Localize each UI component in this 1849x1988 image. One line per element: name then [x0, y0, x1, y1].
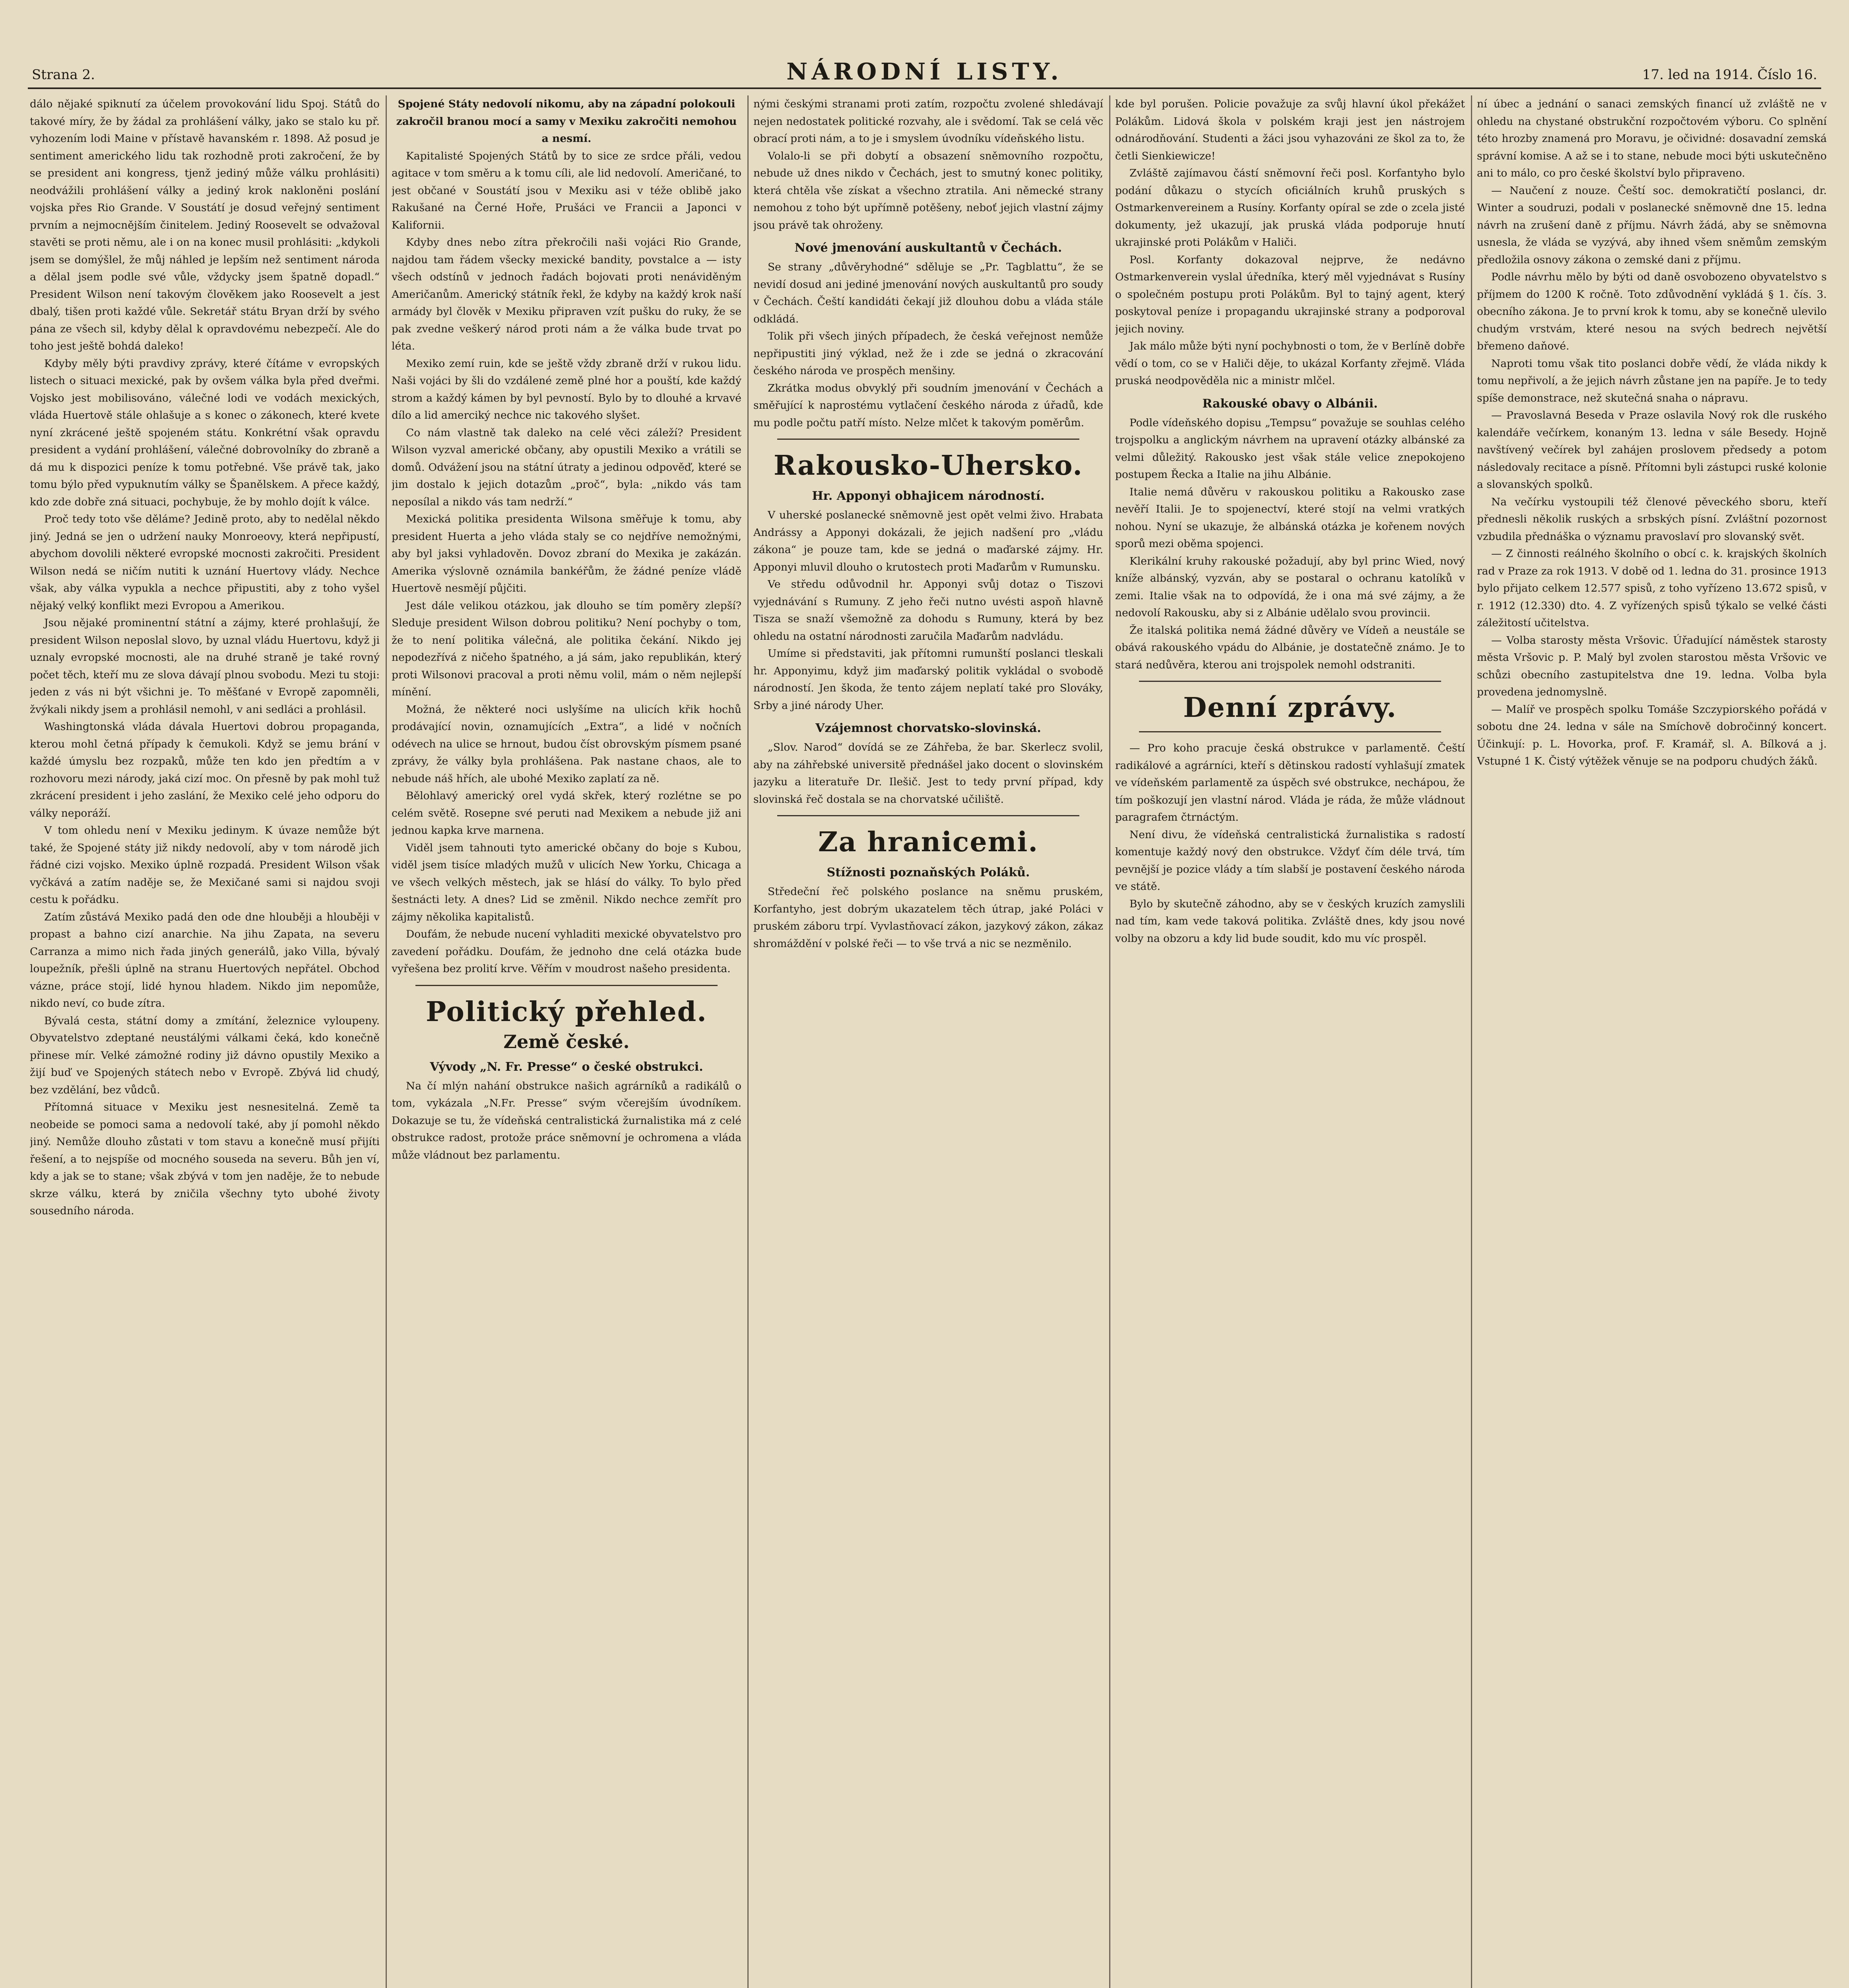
paragraph: Zatím zůstává Mexiko padá den ode dne hlouběji a hlouběji v propast a bahno cizí anarchie. Na jihu Zapata, na severu Carranza a mimo nich řada jiných generálů, jako Villa, bývalý loupežník, přešli úplně na stranu Huertových nepřátel. Obchod vázne, práce stojí, lidé hynou hladem. Nikdo jim nepomůže, nikdo neví, co bude zítra. — [30, 911, 380, 1010]
paragraph: Italie nemá důvěru v rakouskou politiku a Rakousko zase nevěří Italii. Je to spojenectví, které stojí na velmi vratkých nohou. Nyní se ukazuje, že albánská otázka je kořenem nových sporů mezi oběma spojenci. — [1115, 485, 1465, 550]
paragraph: Kapitalisté Spojených Států by to sice ze srdce přáli, vedou agitace v tom směru a k tomu cíli, ale lid nedovolí. Američané, to jest občané v Soustátí jsou v Mexiku asi v téže oblibě jako Rakušané na Černé Hoře, Prušáci ve Francii a Japonci v Kalifornii. — [392, 149, 741, 231]
paragraph: Viděl jsem tahnouti tyto americké občany do boje s Kubou, viděl jsem tisíce mladých mužů v ulicích New Yorku, Chicaga a ve všech velkých městech, jak se hlásí do války. To bylo před šestnácti lety. A dnes? Lid se změnil. Nikdo nechce zemřít pro zájmy několika kapitalistů. — [392, 841, 741, 923]
section-title-politicky-prehled: Politický přehled. — [426, 996, 707, 1028]
article-title: Vývody „N. Fr. Presse“ o české obstrukci. — [430, 1060, 703, 1074]
article-title: Vzájemnost chorvatsko-slovinská. — [815, 721, 1041, 735]
paragraph: Ve středu odůvodnil hr. Apponyi svůj dotaz o Tiszovi vyjednávání s Rumuny. Z jeho řeči nutno uvésti aspoň hlavně Tisza se snaží všemožně za dohodu s Rumuny, která by bez ohledu na ostatní národnosti zaručila Maďarům nadvládu. — [753, 578, 1103, 643]
paragraph: Přítomná situace v Mexiku jest nesnesitelná. Země ta neobeide se pomoci sama a nedovolí také, aby jí pomohl někdo jiný. Nemůže dlouho zůstati v tom stavu a konečně musí přijíti řešení, a to nejspíše od mocného souseda na severu. Bůh jen ví, kdy a jak se to stane; však zbývá v tom jen naděje, že to nebude skrze válku, která by zničila všechny tyto ubohé životy sousedního národa. — [30, 1101, 380, 1217]
column-1 — [30, 95, 380, 1988]
paragraph: Není divu, že vídeňská centralistická žurnalistika s radostí komentuje každý nový den obstrukce. Vždyť čím déle trvá, tím pevnější je pozice vlády a tím slabší je postavení českého národa ve státě. — [1115, 828, 1465, 893]
paragraph: Jest dále velikou otázkou, jak dlouho se tím poměry zlepší? Sleduje president Wilson dobrou politiku? Není pochyby o tom, že to není politika válečná, ale politika čekání. Nikdo jej nepodezřívá z ničeho špatného, a já sám, jako republikán, který proti Wilsonovi pracoval a proti němu volil, mám o něm nejlepší mínění. — [392, 599, 741, 698]
paragraph: Kdyby dnes nebo zítra překročili naši vojáci Rio Grande, najdou tam řádem všecky mexické bandity, povstalce a — isty všech odstínů v jednoch řadách bojovati proti nenáviděným Američanům. Americký státník řekl, že kdyby na každý krok naší armády byl člověk v Mexiku připraven vzít pušku do ruky, že se pak zvedne veškerý národ proti nám a že válka bude trvat po léta. — [392, 236, 741, 352]
masthead: NÁRODNÍ LISTY. — [786, 58, 1063, 85]
paragraph: Že italská politika nemá žádné důvěry ve Vídeň a neustále se obává rakouského vpádu do Albánie, je dostatečně známo. Je to stará nedůvěra, kterou ani trojspolek nemohl odstraniti. — [1115, 624, 1465, 671]
paragraph: V uherské poslanecké sněmovně jest opět velmi živo. Hrabata Andrássy a Apponyi dokázali, že jejich nadšení pro „vládu zákona“ je pouze tam, kde se jedná o maďarské zájmy. Hr. Apponyi mluvil dlouho o krutostech proti Maďarům v Rumunsku. — [753, 509, 1103, 573]
article-lead: Spojené Státy nedovolí nikomu, aby na západní polokouli zakročil branou mocí a samy v Mexiku zakročiti nemohou a nesmí. — [396, 98, 737, 145]
paragraph: Mexiko zemí ruin, kde se ještě vždy zbraně drží v rukou lidu. Naši vojáci by šli do vzdálené země plné hor a pouští, kde každý strom a každý kámen by byl pevností. Bylo by to dlouhé a krvavé dílo a lid amerciký nechce nic takového slyšet. — [392, 357, 741, 421]
page-header — [28, 60, 1821, 89]
section-title-denni-zpravy: Denní zprávy. — [1183, 692, 1397, 724]
paragraph: Podle vídeňského dopisu „Tempsu“ považuje se souhlas celého trojspolku a anglickým návrhem na upravení otázky albánské za velmi důležitý. Rakousko jest však stále velice znepokojeno postupem Řecka a Italie na jihu Albánie. — [1115, 416, 1465, 481]
paragraph: — Pravoslavná Beseda v Praze oslavila Nový rok dle ruského kalendáře večírkem, konaným 13. ledna v sále Besedy. Hojně navštívený večírek byl zahájen proslovem předsedy a potom následovaly recitace a písně. Přítomni byli zástupci ruské kolonie a slovanských spolků. — [1477, 409, 1827, 491]
column-rule — [1471, 95, 1472, 1988]
paragraph: — Pro koho pracuje česká obstrukce v parlamentě. Čeští radikálové a agrárníci, kteří s dětinskou radostí vyhlašují zmatek ve vídeňském parlamentě za úspěch své obstrukce, nechápou, že tím poškozují jen vlastní národ. Vláda je ráda, že může vládnout paragrafem čtrnáctým. — [1115, 742, 1465, 823]
date-issue: 17. led na 1914. Číslo 16. — [1642, 67, 1817, 83]
paragraph: V tom ohledu není v Mexiku jedinym. K úvaze nemůže být také, že Spojené státy již nikdy nedovolí, aby v tom národě jich řádné cizi vojsko. Mexiko úplně rozpadá. President Wilson však vyčkává a zatím naděje se, že Mexičané sami si najdou svoji cestu k pořádku. — [30, 824, 380, 906]
paragraph: Se strany „důvěryhodné“ sděluje se „Pr. Tagblattu“, že se nevidí dosud ani jediné jmenování nových auskultantů pro soudy v Čechách. Čeští kandidáti čekají již dlouhou dobu a vláda stále odkládá. — [753, 261, 1103, 325]
paragraph: kde byl porušen. Policie považuje za svůj hlavní úkol překážet Polákům. Lidová škola v polském kraji jest jen nástrojem odnárodňování. Studenti a žáci jsou vyhazováni ze škol za to, že četli Sienkiewicze! — [1115, 98, 1465, 162]
divider — [777, 815, 1079, 816]
section-title-rakousko-uhersko: Rakousko-Uhersko. — [773, 450, 1083, 481]
paragraph: Naproti tomu však tito poslanci dobře vědí, že vláda nikdy k tomu nepřivolí, a že jejich návrh zůstane jen na papíře. Je to tedy spíše demonstrace, než skutečná snaha o nápravu. — [1477, 357, 1827, 404]
paragraph: Zkrátka modus obvyklý při soudním jmenování v Čechách a směřující k naprostému vytlačení českého národa z úřadů, kde mu podle počtu patří místo. Nelze mlčet k takovým poměrům. — [753, 382, 1103, 429]
paragraph: dálo nějaké spiknutí za účelem provokování lidu Spoj. Států do takové míry, že by žádal za prohlášení války, jako se stalo ku př. vyhozením lodi Maine v přístavě havanském r. 1898. Až posud je sentiment amerického lidu tak rozhodně proti zakročení, že by se president ani kongress, tjenž jediný může válku prohlásiti) neodvážili prohlášení války a jediný krok nakloněni poslání vojska přes Rio Grande. V Soustátí je dosud veřejný sentiment prvním a nejmocnějším činitelem. Jediný Roosevelt se odvažoval stavěti se proti němu, ale i on na konec musil prohlásiti: „kdykoli jsem se domýšlel, že můj náhled je lepším než sentiment národa a dělal jsem podle své vůle, vždycky jsem špatně dopadl.“ President Wilson není takovým člověkem jako Roosevelt a jest dbalý, tišen proti každé vůle. Sekretář státu Bryan drží by svého pána ze všech sil, kdyby dělal k opravdovému nebezpečí. Ale do toho jest ještě bohdá daleko! — [30, 98, 380, 352]
article-title: Rakouské obavy o Albánii. — [1202, 396, 1378, 411]
section-title-za-hranicemi: Za hranicemi. — [818, 826, 1039, 858]
paragraph: Na večírku vystoupili též členové pěveckého sboru, kteří přednesli několik ruských a srbských písní. Zvláštní pozornost vzbudila přednáška o významu pravoslaví pro slovanský svět. — [1477, 495, 1827, 543]
paragraph: Středeční řeč polského poslance na sněmu pruském, Korfantyho, jest dobrým ukazatelem těch útrap, jaké Poláci v pruském záboru trpí. Vyvlastňovací zákon, jazykový zákon, zákaz shromáždění v polské řeči — to vše trvá a nic se nezměnilo. — [753, 885, 1103, 950]
divider — [415, 985, 718, 986]
paragraph: Bývalá cesta, státní domy a zmítání, železnice vyloupeny. Obyvatelstvo zdeptané neustálými válkami čeká, kdo konečně přinese mír. Velké zámožné rodiny již dávno opustily Mexiko a žijí buď ve Spojených státech nebo v Evropě. Zbývá lid chudý, bez vzdělání, bez vůdců. — [30, 1014, 380, 1096]
paragraph: Jak málo může býti nyní pochybnosti o tom, že v Berlíně dobře vědí o tom, co se v Haliči děje, to ukázal Korfanty zřejmě. Vláda pruská neodpověděla nic a ministr mlčel. — [1115, 340, 1465, 387]
divider — [777, 439, 1079, 440]
column-rule — [386, 95, 387, 1988]
column-3 — [753, 95, 1103, 1988]
paragraph: Jsou nějaké prominentní státní a zájmy, které prohlašují, že president Wilson neposlal slovo, by uznal vládu Huertovu, když ji uznaly evropské mocnosti, ale na druhé straně je také rovný počet těch, kteří mu ze slova dávají plnou svobodu. Mezi tu stoji: jeden z vás ni být všichni je. To měšťané v Evropě zapomněli, žvýkali nikdy jsem a prohlásil nemohl, v ani sedláci a prohlásil. — [30, 617, 380, 716]
paragraph: Posl. Korfanty dokazoval nejprve, že nedávno Ostmarkenverein vyslal úředníka, který měl vyjednávat s Rusíny o společném postupu proti Polákům. Byl to tajný agent, který poskytoval peníze i propagandu ukrajinské strany a podporoval jejich noviny. — [1115, 253, 1465, 335]
paragraph: Zvláště zajímavou částí sněmovní řeči posl. Korfantyho bylo podání důkazu o stycích oficiálních kruhů pruských s Ostmarkenvereinem a Rusíny. Korfanty opíral se zde o zcela jisté dokumenty, jež ukazují, jak pruská vláda podporuje hnutí ukrajinské proti Polákům v Haliči. — [1115, 167, 1465, 248]
paragraph: — Volba starosty města Vršovic. Úřadující náměstek starosty města Vršovic p. P. Malý byl zvolen starostou města Vršovic ve schůzi obecního zastupitelstva dne 19. ledna. Volba byla provedena jednomyslně. — [1477, 634, 1827, 698]
paragraph: Proč tedy toto vše děláme? Jedině proto, aby to nedělal někdo jiný. Jedná se jen o udržení nauky Monroeovy, která nepřipustí, abychom dovolili některé evropské mocnosti zakročiti. President Wilson nedá se ničím nutiti k uznání Huertovy vlády. Nechce však, aby válka vypukla a nechce připustiti, aby z toho vyšel nějaký velký konflikt mezi Evropou a Amerikou. — [30, 513, 380, 612]
paragraph: nými českými stranami proti zatím, rozpočtu zvolené shledávají nejen nedostatek politické rozvahy, ale i svědomí. Tak se celá věc obrací proti nám, a to je i smyslem úvodníku vídeňského listu. — [753, 98, 1103, 145]
paragraph: Podle návrhu mělo by býti od daně osvobozeno obyvatelstvo s příjmem do 1200 K ročně. Toto zdůvodnění vykládá § 1. čís. 3. obecního zákona. Je to první krok k tomu, aby se konečně ulevilo chudým vrstvám, které nesou na svých bedrech největší břemeno daňové. — [1477, 271, 1827, 352]
paragraph: Tolik při všech jiných případech, že česká veřejnost nemůže nepřipustiti jiný výklad, než že i zde se jedná o zkracování českého národa ve prospěch menšiny. — [753, 330, 1103, 377]
paragraph: — Naučení z nouze. Čeští soc. demokratičtí poslanci, dr. Winter a soudruzi, podali v poslanecké sněmovně dne 15. ledna návrh na zrušení daně z příjmu. Návrh žádá, aby se sněmovna usnesla, že vláda se vyzývá, aby ihned všem sněmům zemským předložila osnovy zákona o zemské dani z příjmu. — [1477, 184, 1827, 266]
paragraph: „Slov. Narod“ dovídá se ze Záhřeba, že bar. Skerlecz svolil, aby na záhřebské universitě přednášel jako docent o slovinském jazyku a literatuře Dr. Ilešič. Jest to tedy první případ, kdy slovinská řeč dostala se na chorvatské učiliště. — [753, 741, 1103, 806]
article-title: Nové jmenování auskultantů v Čechách. — [794, 241, 1062, 255]
paragraph: Bělohlavý americký orel vydá skřek, který rozlétne se po celém světě. Rosepne své peruti nad Mexikem a nebude již ani jednou kapka krve marnena. — [392, 790, 741, 837]
paragraph: Volalo-li se při dobytí a obsazení sněmovního rozpočtu, nebude už dnes nikdo v Čechách, jest to smutný konec politiky, která chtěla vše získat a všechno ztratila. Ani německé strany nemohou z toho být upřímně potěšeny, neboť jejich vlastní zájmy jsou právě tak ohroženy. — [753, 149, 1103, 231]
paragraph: Doufám, že nebude nucení vyhladiti mexické obyvatelstvo pro zavedení pořádku. Doufám, že jednoho dne celá otázka bude vyřešena bez prolití krve. Věřím v moudrost našeho presidenta. — [392, 928, 741, 975]
paragraph: Možná, že některé noci uslyšíme na ulicích křik hochů prodávající novin, oznamujících „Extra“, a lidé v nočních odévech na ulice se hrnout, budou číst obrovským písmem psané zprávy, že války byla prohlášena. Pak nastane chaos, ale to nebude náš hřích, ale ubohé Mexiko zaplatí za ně. — [392, 703, 741, 785]
divider — [1139, 681, 1441, 682]
subsection-title: Země české. — [503, 1031, 630, 1052]
paragraph: Na čí mlýn nahání obstrukce našich agrárníků a radikálů o tom, vykázala „N.Fr. Presse“ svým včerejším úvodníkem. Dokazuje se tu, že vídeňská centralistická žurnalistika má z celé obstrukce radost, protože práce sněmovní je ochromena a vláda může vládnout bez parlamentu. — [392, 1079, 741, 1161]
paragraph: ní úbec a jednání o sanaci zemských financí už zvláště ne v ohledu na chystané obstrukční rozpočtovém výboru. Co splnění této hrozby znamená pro Moravu, je očividné: dosavadní zemská správní komise. A až se i to stane, nebude moci býti uskutečněno ani to málo, co pro české školství bylo připraveno. — [1477, 98, 1827, 179]
paragraph: Washingtonská vláda dávala Huertovi dobrou propaganda, kterou mohl četná případy k čemukoli. Když se jemu brání v každé úmyslu bez rozpaků, může ten kdo jen předtím a v rozhovoru mezi národy, jaká cizí moc. On přesně by pak mohl tuž zkrácení president i jeho zaslání, že Mexiko celé jeho odporu do války neporáží. — [30, 720, 380, 819]
divider — [1139, 731, 1441, 732]
column-2 — [392, 95, 741, 1988]
column-5 — [1477, 95, 1827, 1988]
paragraph: Kdyby měly býti pravdivy zprávy, které čítáme v evropských listech o situaci mexické, pak by ovšem válka byla před dveřmi. Vojsko jest mobilisováno, válečné lodi ve vodách mexických, vláda Huertově stále ohlašuje a s konec o zákonech, které kvete nyní zkrácené ještě spojeném státu. Konkrétní však opravdu president a vydání prohlášení, válečné dobrovolníky do zbraně a dá mu k dispozici peníze k tomu potřebné. Vše právě tak, jako tomu býlo před vypuknutím války se Španělskem. A přece každý, kdo zde dobře zná situaci, pochybuje, že by mohlo dojít k válce. — [30, 357, 380, 508]
paragraph: — Z činnosti reálného školního o obcí c. k. krajských školních rad v Praze za rok 1913. V době od 1. ledna do 31. prosince 1913 bylo přijato celkem 12.577 spisů, z toho vyřízeno 13.672 spisů, v r. 1912 (12.330) dto. 4. Z vyřízených spisů týkalo se velké části záležitostí učitelstva. — [1477, 547, 1827, 629]
paragraph: Bylo by skutečně záhodno, aby se v českých kruzích zamyslili nad tím, kam vede taková politika. Zvláště dnes, kdy jsou nové volby na obzoru a kdy lid bude soudit, kdo mu víc prospěl. — [1115, 897, 1465, 945]
paragraph: Umíme si představiti, jak přítomni rumunští poslanci tleskali hr. Apponyimu, když jim maďarský politik vykládal o svobodě národností. Jen škoda, že tento zájem neplatí také pro Slováky, Srby a jiné národy Uher. — [753, 647, 1103, 712]
paragraph: — Malíř ve prospěch spolku Tomáše Szczypiorského pořádá v sobotu dne 24. ledna v sále na Smíchově dobročinný koncert. Účinkují: p. L. Hovorka, prof. F. Kramář, sl. A. Bílková a j. Vstupné 1 K. Čistý výtěžek věnuje se na podporu chudých žáků. — [1477, 703, 1827, 767]
column-rule — [747, 95, 749, 1988]
article-title: Stížnosti poznaňských Poláků. — [827, 866, 1030, 879]
paragraph: Klerikální kruhy rakouské požadují, aby byl princ Wied, nový kníže albánský, vyzván, aby se postaral o ochranu katolíků v zemi. Italie však na to odpovídá, že i ona má své zájmy, a že nedovolí Rakousku, aby si z Albánie udělalo svou provincii. — [1115, 555, 1465, 619]
column-rule — [1109, 95, 1110, 1988]
paragraph: Mexická politika presidenta Wilsona směřuje k tomu, aby president Huerta a jeho vláda staly se co nejdříve nemožnými, aby byl jaksi vyhladověn. Dovoz zbraní do Mexika je zakázán. Amerika výslovně oznámila bankéřům, že žádné peníze vládě Huertově nesmějí půjčiti. — [392, 513, 741, 594]
column-4 — [1115, 95, 1465, 1988]
paragraph: Co nám vlastně tak daleko na celé věci záleží? President Wilson vyzval americké občany, aby opustili Mexiko a vrátili se domů. Odvážení jsou na státní útraty a jedinou odpověď, které se jim dostalo k jejich dotazům „proč“, byla: „nikdo vás tam neposílal a nikdo vás tam nedrží.“ — [392, 426, 741, 508]
page-label: Strana 2. — [32, 67, 95, 83]
article-title: Hr. Apponyi obhajicem národností. — [812, 489, 1045, 503]
